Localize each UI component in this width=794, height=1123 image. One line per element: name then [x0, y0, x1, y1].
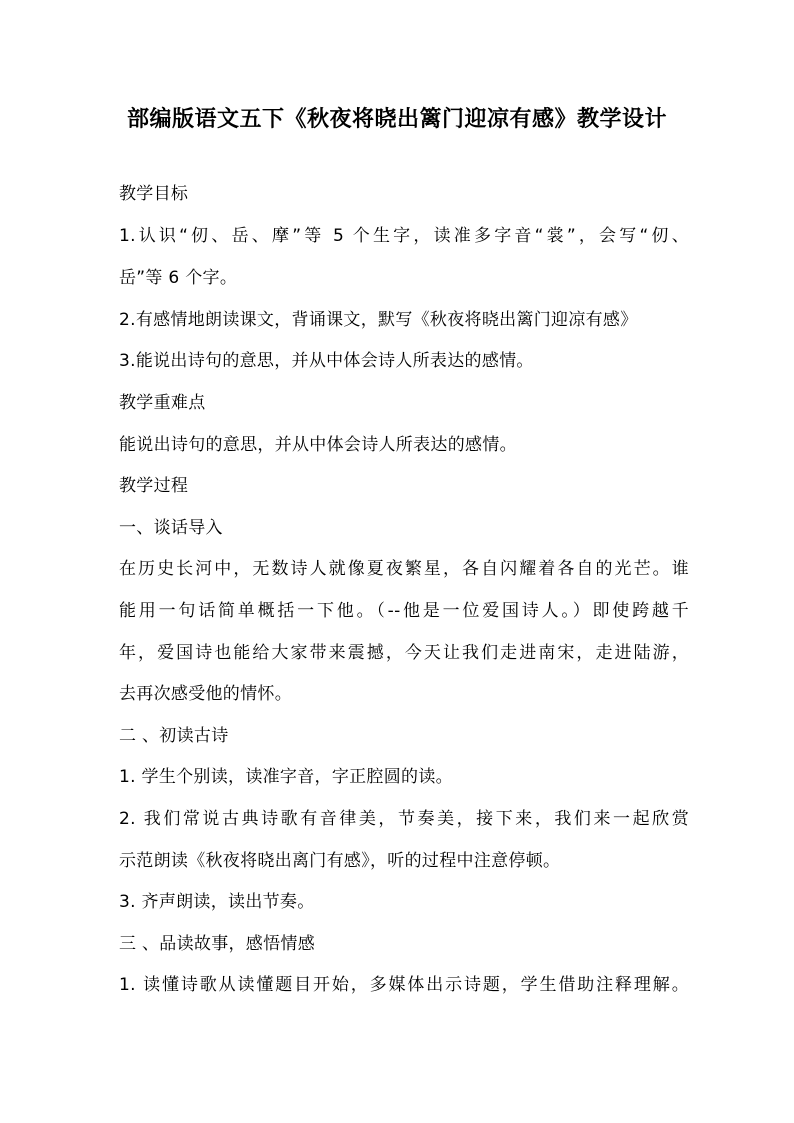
list-item: 1. 学生个别读，读准字音，字正腔圆的读。 — [119, 767, 453, 787]
paragraph-line: 岳”等 6 个字。 — [119, 268, 238, 288]
paragraph-line: 能用一句话简单概括一下他。（--他是一位爱国诗人。）即使跨越千 — [119, 601, 689, 621]
heading-teaching-process: 教学过程 — [119, 476, 189, 496]
section-heading: 三 、品读故事，感悟情感 — [119, 934, 316, 954]
paragraph-line: 2.有感情地朗读课文，背诵课文，默写《秋夜将晓出篱门迎凉有感》 — [119, 310, 638, 330]
section-heading: 二 、初读古诗 — [119, 726, 229, 746]
paragraph-line: 年，爱国诗也能给大家带来震撼，今天让我们走进南宋，走进陆游， — [119, 643, 689, 663]
list-item: 1. 读懂诗歌从读懂题目开始，多媒体出示诗题，学生借助注释理解。 — [119, 975, 689, 995]
paragraph-line: 在历史长河中，无数诗人就像夏夜繁星，各自闪耀着各自的光芒。谁 — [119, 559, 689, 579]
paragraph-line: 能说出诗句的意思，并从中体会诗人所表达的感情。 — [119, 435, 517, 455]
list-item: 2. 我们常说古典诗歌有音律美，节奏美，接下来，我们来一起欣赏 — [119, 809, 689, 829]
paragraph-line: 去再次感受他的情怀。 — [119, 684, 292, 704]
document-title: 部编版语文五下《秋夜将晓出篱门迎凉有感》教学设计 — [126, 107, 667, 132]
heading-teaching-goals: 教学目标 — [119, 184, 189, 204]
paragraph-line: 1.认识“仞、岳、摩”等 5 个生字，读准多字音“裳”，会写“仞、 — [119, 226, 689, 246]
heading-key-points: 教学重难点 — [119, 393, 206, 413]
paragraph-line: 示范朗读《秋夜将晓出离门有感》，听的过程中注意停顿。 — [119, 851, 561, 871]
paragraph-line: 3.能说出诗句的意思，并从中体会诗人所表达的感情。 — [119, 351, 534, 371]
list-item: 3. 齐声朗读，读出节奏。 — [119, 892, 315, 912]
section-heading: 一、谈话导入 — [119, 518, 223, 538]
